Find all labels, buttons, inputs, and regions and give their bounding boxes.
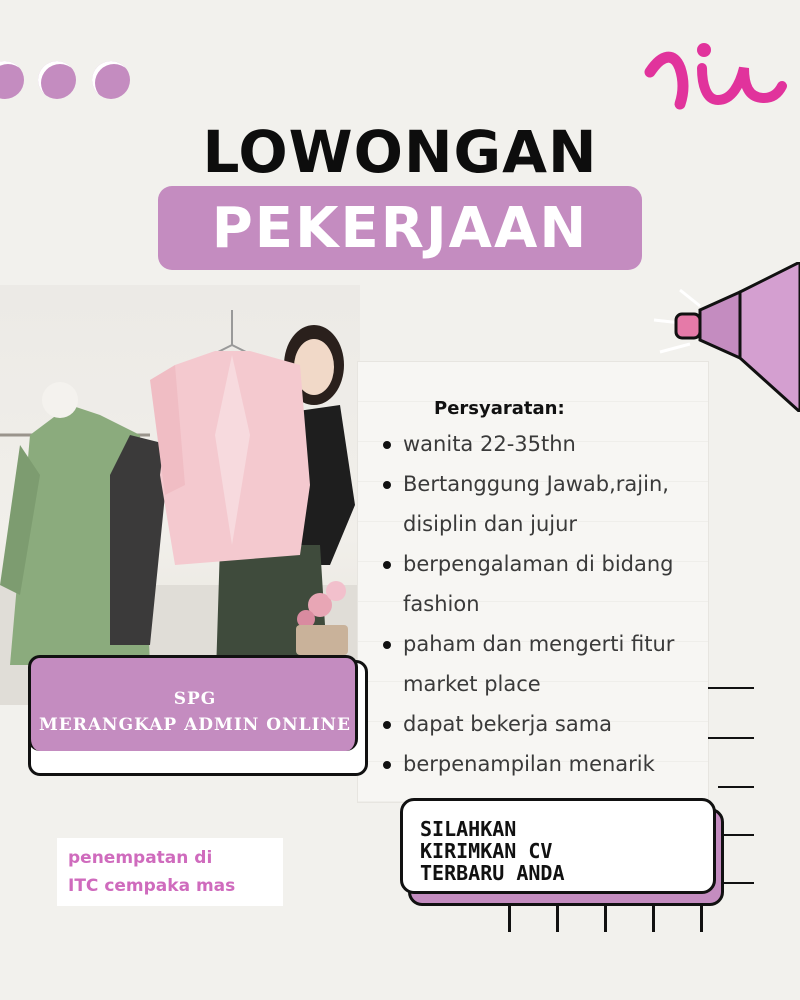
dot-icon-3	[92, 61, 130, 99]
cta-line3: TERBARU ANDA	[420, 861, 565, 885]
requirement-item: wanita 22-35thn	[380, 424, 710, 464]
position-line1: SPG	[173, 689, 217, 709]
placement-line2: ITC cempaka mas	[68, 876, 236, 896]
headline-line1: LOWONGAN	[202, 118, 598, 186]
requirement-item: paham dan mengerti fitur market place	[380, 624, 710, 704]
requirement-item: berpengalaman di bidang fashion	[380, 544, 710, 624]
cta-line2: KIRIMKAN CV	[420, 839, 553, 863]
position-line2: MERANGKAP ADMIN ONLINE	[38, 715, 352, 735]
cta-text	[420, 818, 710, 884]
placement-line1: penempatan di	[68, 848, 213, 868]
clothing-photo	[0, 285, 360, 705]
requirements-list	[380, 424, 710, 784]
headline-line2: PEKERJAAN	[211, 196, 589, 261]
requirement-item: dapat bekerja sama	[380, 704, 710, 744]
requirements-title: Persyaratan:	[434, 398, 565, 419]
cta-line1: SILAHKAN	[420, 817, 517, 841]
position-title	[28, 686, 362, 738]
brand-logo-icon	[640, 24, 790, 114]
requirement-item: Bertanggung Jawab,rajin, disiplin dan jujur	[380, 464, 710, 544]
placement-text	[68, 844, 288, 900]
dot-icon-2	[38, 61, 76, 99]
dot-icon-1	[0, 61, 24, 99]
requirement-item: berpenampilan menarik	[380, 744, 710, 784]
